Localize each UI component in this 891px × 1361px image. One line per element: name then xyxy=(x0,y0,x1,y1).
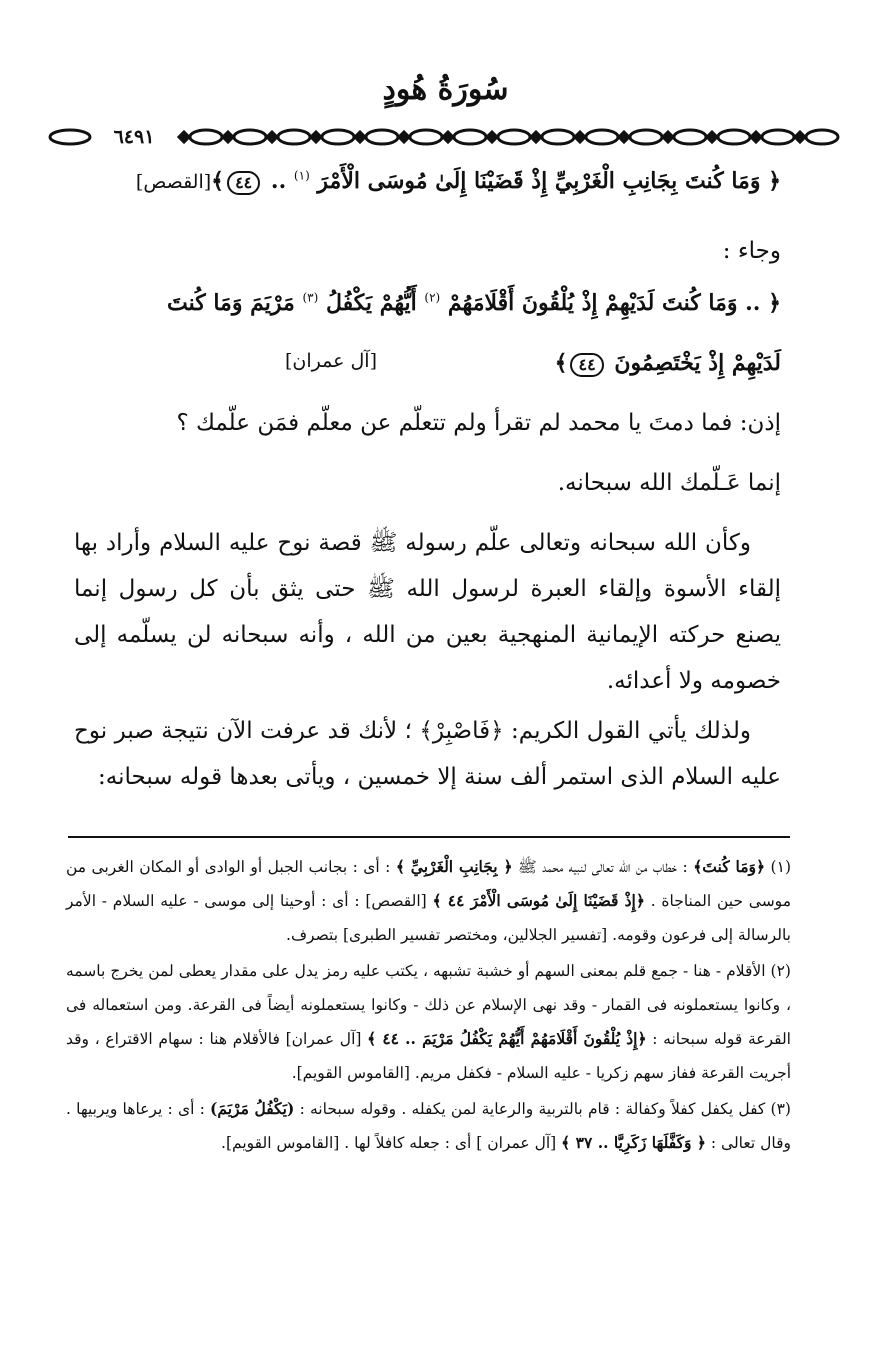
footnote-2 xyxy=(66,954,791,1090)
verse-text: مَرْيَمَ وَمَا كُنتَ xyxy=(166,290,295,316)
border-link xyxy=(410,130,442,144)
footnote-quote: ﴿ بِجَانِبِ الْغَرْبِيِّ ﴾ xyxy=(395,857,513,876)
verse-number: ٤٤ xyxy=(570,353,603,377)
border-link xyxy=(234,130,266,144)
quran-verse-2-line-2 xyxy=(555,350,781,377)
quran-verse-1 xyxy=(74,168,781,195)
footnote-text: الأقلام - هنا - جمع قلم بمعنى السهم أو خشبة تشبهه ، يكتب عليه رمز يدل على مقدار يعطى لمن يخرج باسمه ، وكانوا يستعملونه فى القمار - وقد نهى الإسلام عن ذلك - وكانوا يستعملونه أيضاً فى القرعة. ومن استعماله فى القرعة قوله سبحانه : xyxy=(66,962,791,1048)
intro-text: وجاء : xyxy=(722,238,781,264)
border-link xyxy=(498,130,530,144)
verse-text: لَدَيْهِمْ إِذْ يَخْتَصِمُونَ xyxy=(614,350,781,376)
page-number: ٦٤٩١ xyxy=(98,124,170,150)
border-link xyxy=(50,130,90,144)
verse-number: ٤٤ xyxy=(227,171,260,195)
footnote-divider xyxy=(68,836,790,838)
footnote-number: (٣) xyxy=(770,1100,791,1118)
border-link xyxy=(762,130,794,144)
border-diamond xyxy=(223,132,233,142)
verse-close: ﴾ xyxy=(211,168,225,194)
verse-text: ﴿ وَمَا كُنتَ بِجَانِبِ الْغَرْبِيِّ إِذْ قَضَيْنَا إِلَىٰ مُوسَى الْأَمْرَ xyxy=(317,168,781,194)
border-diamond xyxy=(355,132,365,142)
footnote-text: [آل عمران] فالأقلام هنا : سهام الاقتراع ، وقد أجريت القرعة ففاز سهم زكريا - عليه السلام - فكفل مريم. [القاموس القويم]. xyxy=(66,1030,791,1082)
border-diamond xyxy=(795,132,805,142)
border-diamond xyxy=(179,132,189,142)
footnote-quote: ﴿إِذْ قَضَيْنَا إِلَىٰ مُوسَى الْأَمْرَ ٤٤ ﴾ xyxy=(432,891,645,910)
footnote-number: (١) xyxy=(770,858,791,876)
border-diamond xyxy=(707,132,717,142)
border-diamond xyxy=(311,132,321,142)
border-diamond xyxy=(619,132,629,142)
footnote-quote: ﴿وَمَا كُنتَ﴾ xyxy=(693,857,766,876)
verse-close: ﴾ xyxy=(554,350,568,376)
border-link xyxy=(454,130,486,144)
paragraph-1: وكأن الله سبحانه وتعالى علّم رسوله ﷺ قصة نوح عليه السلام وأراد بها إلقاء الأسوة وإلقاء العبرة لرسول الله ﷺ حتى يثق بأن كل رسول إنما يصنع حركته الإيمانية المنهجية بعين من الله ، وأنه سبحانه لن يسلّمه إلى خصومه ولا أعدائه. xyxy=(74,530,781,694)
footnote-quote: (يَكْفُلُ مَرْيَمَ) xyxy=(210,1099,295,1118)
footnote-quote: ﴿ وَكَفَّلَهَا زَكَرِيَّا .. ٣٧ ﴾ xyxy=(561,1133,706,1152)
border-diamond xyxy=(267,132,277,142)
border-link xyxy=(322,130,354,144)
verse-text: ﴿ .. وَمَا كُنتَ لَدَيْهِمْ إِذْ يُلْقُونَ أَقْلَامَهُمْ xyxy=(447,290,781,316)
border-diamond xyxy=(663,132,673,142)
footnote-text: [القصص] : أى : أوحينا إلى موسى - عليه السلام - الأمر بالرسالة إلى فرعون وقومه. [تفسير الجلالين، ومختصر تفسير الطبرى] بتصرف. xyxy=(66,892,791,944)
paragraph-2: ولذلك يأتي القول الكريم: ﴿فَاصْبِرْ﴾ ؛ لأنك قد عرفت الآن نتيجة صبر نوح عليه السلام الذى استمر ألف سنة إلا خمسين ، ويأتى بعدها قوله سبحانه: xyxy=(74,718,781,790)
footnote-mark: (٣) xyxy=(302,290,319,305)
border-link xyxy=(366,130,398,144)
border-diamond xyxy=(443,132,453,142)
footnote-text: : أى : بجانب الجبل أو الوادى أو المكان الغربى من موسى حين المناجاة . xyxy=(66,858,791,910)
footnotes xyxy=(66,850,791,1162)
surah-reference: [آل عمران] xyxy=(285,350,377,372)
surah-reference: [القصص] xyxy=(135,171,212,193)
footnote-text: كفل يكفل كفلاً وكفالة : قام بالتربية والرعاية لمن يكفله . وقوله سبحانه : xyxy=(299,1100,766,1118)
footnote-mark: (١) xyxy=(293,168,310,183)
footnote-text: : أى : يرعاها ويربيها . وقال تعالى : xyxy=(66,1100,791,1152)
border-diamond xyxy=(399,132,409,142)
footnote-text: [آل عمران ] أى : جعله كافلاً لها . [القاموس القويم]. xyxy=(221,1134,557,1152)
footnote-1 xyxy=(66,850,791,952)
footnote-mark: (٢) xyxy=(424,290,441,305)
answer-text: إنما عَـلّمك الله سبحانه. xyxy=(557,470,781,496)
verse-tail: .. xyxy=(270,168,287,194)
border-link xyxy=(630,130,662,144)
border-link xyxy=(278,130,310,144)
border-link xyxy=(190,130,222,144)
quran-verse-2-line-1 xyxy=(74,290,781,316)
footnote-quote: ﴿إِذْ يُلْقُونَ أَقْلَامَهُمْ أَيُّهُمْ يَكْفُلُ مَرْيَمَ .. ٤٤ ﴾ xyxy=(367,1029,647,1048)
border-link xyxy=(586,130,618,144)
surah-title: سُورَةُ هُودٍ xyxy=(382,72,509,107)
border-diamond xyxy=(531,132,541,142)
footnote-3 xyxy=(66,1092,791,1160)
footnote-text: : خطاب من الله تعالى لنبيه محمد ﷺ xyxy=(518,858,688,876)
border-link xyxy=(542,130,574,144)
question-text: إذن: فما دمتَ يا محمد لم تقرأ ولم تتعلّم عن معلّم فمَن علّمك ؟ xyxy=(176,410,781,436)
border-diamond xyxy=(575,132,585,142)
footnote-number: (٢) xyxy=(770,962,791,980)
border-diamond xyxy=(487,132,497,142)
border-link xyxy=(806,130,838,144)
border-link xyxy=(718,130,750,144)
verse-text: أَيُّهُمْ يَكْفُلُ xyxy=(325,290,417,316)
border-link xyxy=(674,130,706,144)
border-diamond xyxy=(751,132,761,142)
